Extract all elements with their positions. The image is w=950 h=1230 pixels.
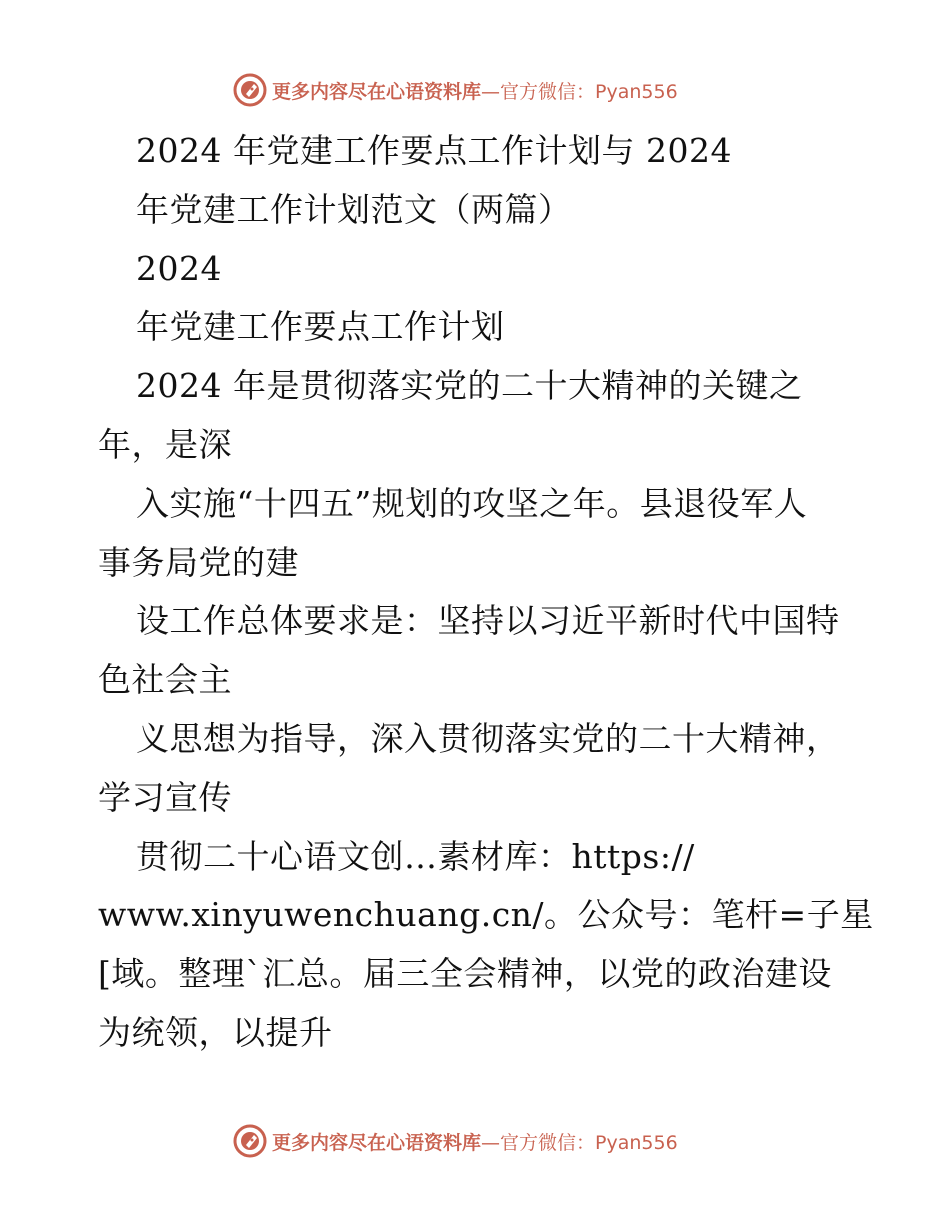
document-body <box>98 122 898 1063</box>
document-line: 入实施“十四五”规划的攻坚之年。县退役军人 <box>136 483 808 523</box>
document-line: 设工作总体要求是：坚持以习近平新时代中国特 <box>136 601 840 641</box>
document-line: 贯彻二十心语文创…素材库：https:// <box>136 836 695 876</box>
document-line: [域。整理`汇总。届三全会精神，以党的政治建设 <box>98 954 832 994</box>
watermark-wechat: Pyan556 <box>595 1131 678 1154</box>
watermark-header <box>232 70 712 110</box>
document-line: 年党建工作计划范文（两篇） <box>136 189 572 229</box>
document-line: 事务局党的建 <box>98 542 299 582</box>
document-line: www.xinyuwenchuang.cn/。公众号：笔杆=子星 <box>98 895 874 935</box>
document-line: 色社会主 <box>98 660 232 700</box>
document-line: 2024 年党建工作要点工作计划与 2024 <box>136 131 732 170</box>
watermark-text <box>272 1128 678 1155</box>
watermark-site: 更多内容尽在心语资料库 <box>272 1131 482 1154</box>
document-line: 年，是深 <box>98 424 232 464</box>
watermark-site: 更多内容尽在心语资料库 <box>272 80 482 103</box>
watermark-wechat: Pyan556 <box>595 80 678 103</box>
pen-nib-circle-logo-icon <box>232 72 268 108</box>
watermark-label: 官方微信： <box>500 80 596 103</box>
document-line: 2024 <box>136 248 222 288</box>
document-line: 年党建工作要点工作计划 <box>136 307 505 347</box>
watermark-label: 官方微信： <box>500 1131 596 1154</box>
document-line: 2024 年是贯彻落实党的二十大精神的关键之 <box>136 366 803 406</box>
watermark-text <box>272 77 678 104</box>
document-line: 为统领，以提升 <box>98 1012 333 1052</box>
watermark-footer <box>232 1121 712 1161</box>
watermark-separator: — <box>481 1131 501 1154</box>
pen-nib-circle-logo-icon <box>232 1123 268 1159</box>
watermark-separator: — <box>481 80 501 103</box>
document-line: 义思想为指导，深入贯彻落实党的二十大精神， <box>136 718 840 758</box>
document-line: 学习宣传 <box>98 777 232 817</box>
